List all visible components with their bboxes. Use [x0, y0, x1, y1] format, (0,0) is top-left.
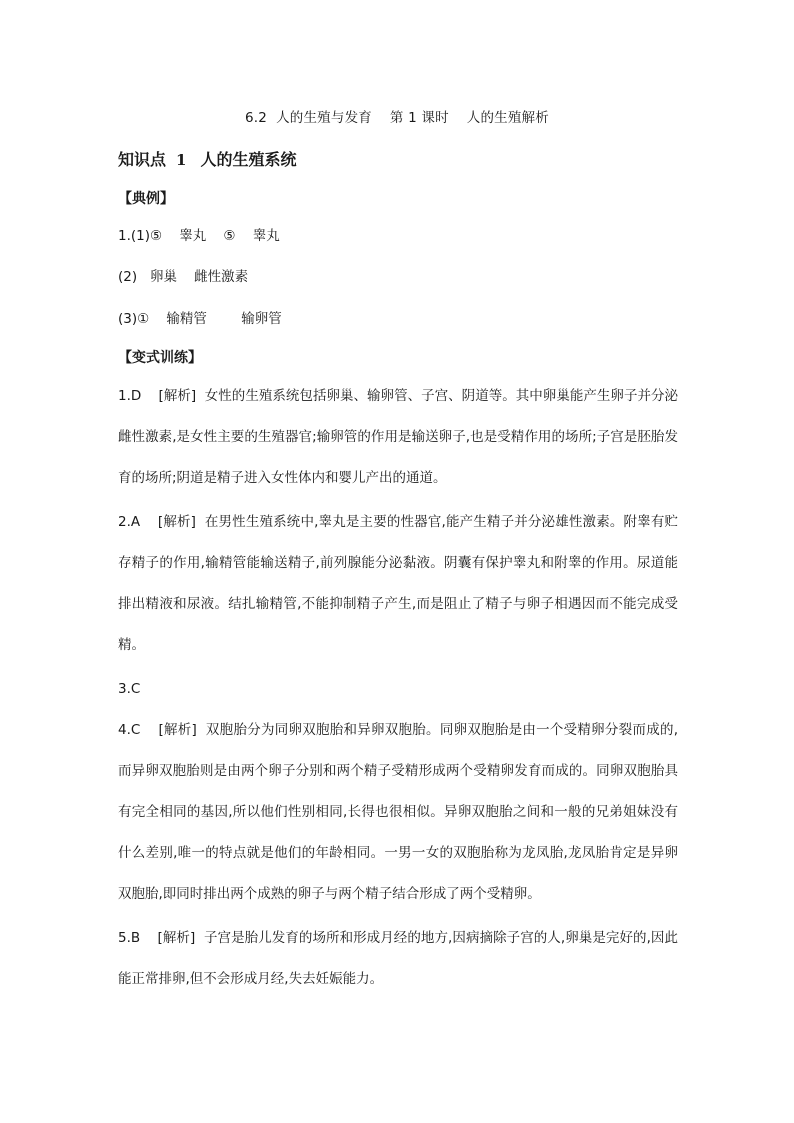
document-title-text: 6.2 人的生殖与发育 第 1 课时 人的生殖解析	[245, 110, 549, 126]
answer-4-text: 双胞胎分为同卵双胞胎和异卵双胞胎。同卵双胞胎是由一个受精卵分裂而成的,而异卵双胞胎则是由两个卵子分别和两个精子受精形成两个受精卵发育而成的。同卵双胞胎具有完全相同的基因,所以他们性别相同,长得也很相似。异卵双胞胎之间和一般的兄弟姐妹没有什么差别,唯一的特点就是他们的年龄相同。一男一女的双胞胎称为龙凤胎,龙凤胎肯定是异卵双胞胎,即同时排出两个成熟的卵子与两个精子结合形成了两个受精卵。	[118, 722, 678, 902]
answer-2-text: 在男性生殖系统中,睾丸是主要的性器官,能产生精子并分泌雄性激素。附睾有贮存精子的作用,输精管能输送精子,前列腺能分泌黏液。阴囊有保护睾丸和附睾的作用。尿道能排出精液和尿液。结扎输精管,不能抑制精子产生,而是阻止了精子与卵子相遇因而不能完成受精。	[118, 514, 678, 653]
answer-3	[118, 669, 678, 710]
answer-4	[118, 710, 678, 915]
answer-5-text: 子宫是胎儿发育的场所和形成月经的地方,因病摘除子宫的人,卵巢是完好的,因此能正常排卵,但不会形成月经,失去妊娠能力。	[118, 930, 678, 987]
section-name: 人的生殖系统	[200, 150, 297, 169]
example-heading: 【典例】	[118, 191, 174, 207]
answer-1-text: 女性的生殖系统包括卵巢、输卵管、子宫、阴道等。其中卵巢能产生卵子并分泌雌性激素,是女性主要的生殖器官;输卵管的作用是输送卵子,也是受精作用的场所;子宫是胚胎发育的场所;阴道是精子进入女性体内和婴儿产出的通道。	[118, 388, 679, 486]
answer-2	[118, 502, 678, 666]
answer-5-label: 5.B [解析]	[118, 930, 204, 946]
answer-3-label: 3.C	[118, 681, 141, 697]
example-line-3: (3)① 输精管 输卵管	[118, 311, 282, 327]
section-label: 知识点	[118, 150, 167, 169]
answer-1	[118, 376, 678, 499]
variant-heading: 【变式训练】	[118, 350, 202, 366]
document-title	[0, 106, 794, 126]
answer-1-label: 1.D [解析]	[118, 388, 205, 404]
section-heading	[118, 147, 296, 170]
answer-2-label: 2.A [解析]	[118, 514, 205, 530]
example-line-2: (2) 卵巢 雌性激素	[118, 269, 249, 285]
answer-5	[118, 918, 678, 1000]
answer-4-label: 4.C [解析]	[118, 722, 206, 738]
section-number: 1	[176, 151, 187, 169]
example-line-1: 1.(1)⑤ 睾丸 ⑤ 睾丸	[118, 228, 280, 244]
